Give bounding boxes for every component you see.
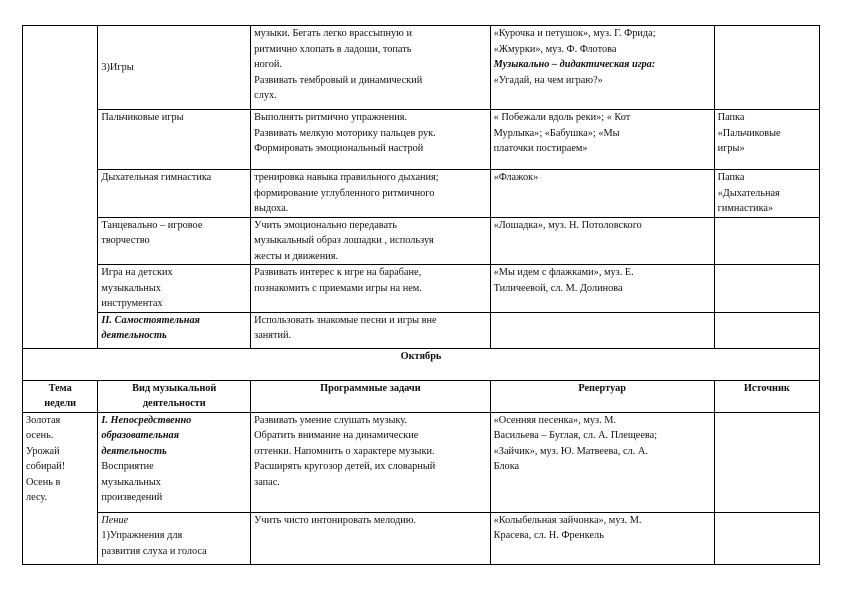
music-plan-table (22, 25, 820, 565)
activity-cell: Танцевально – игровое творчество (98, 217, 251, 265)
month-title: Октябрь (23, 348, 820, 380)
header-theme: Тема недели (23, 380, 98, 412)
repertoire-cell: «Колыбельная зайчонка», муз. М. Красева, сл. Н. Френкель (490, 512, 714, 564)
source-cell (714, 512, 819, 564)
header-row (23, 380, 820, 412)
header-repertoire: Репертуар (490, 380, 714, 412)
activity-cell: Дыхательная гимнастика (98, 170, 251, 218)
header-activity: Вид музыкальной деятельности (98, 380, 251, 412)
table-row (23, 170, 820, 218)
repertoire-cell: « Побежали вдоль реки»; « Кот Мурлыка»; «Бабушка»; «Мы платочки постираем» (490, 110, 714, 170)
activity-cell: II. Самостоятельная деятельность (98, 312, 251, 348)
source-cell: Папка «Дыхательная гимнастика» (714, 170, 819, 218)
source-cell (714, 312, 819, 348)
source-cell: Папка «Пальчиковые игры» (714, 110, 819, 170)
tasks-cell: Учить эмоционально передавать музыкальный образ лошадки , используя жесты и движения. (251, 217, 491, 265)
source-cell (714, 265, 819, 313)
tasks-cell: Развивать умение слушать музыку. Обратить внимание на динамические оттенки. Напомнить о характере музыки. Расширять кругозор детей, их словарный запас. (251, 412, 491, 512)
tasks-cell: Учить чисто интонировать мелодию. (251, 512, 491, 564)
source-cell (714, 217, 819, 265)
tasks-cell: музыки. Бегать легко врассыпную и ритмично хлопать в ладоши, топать ногой. Развивать тембровый и динамический слух. (251, 26, 491, 110)
theme-cell: Золотая осень. Урожай собирай! Осень в лесу. (23, 412, 98, 564)
repertoire-cell: «Мы идем с флажками», муз. Е. Тиличеевой, сл. М. Долинова (490, 265, 714, 313)
header-source: Источник (714, 380, 819, 412)
header-tasks: Программные задачи (251, 380, 491, 412)
repertoire-cell: «Лошадка», муз. Н. Потоловского (490, 217, 714, 265)
activity-cell: Пение 1)Упражнения для развития слуха и голоса (98, 512, 251, 564)
activity-cell: I. Непосредственно образовательная деятельность Восприятие музыкальных произведений (98, 412, 251, 512)
activity-cell: Пальчиковые игры (98, 110, 251, 170)
table-row (23, 512, 820, 564)
repertoire-cell: «Флажок» (490, 170, 714, 218)
month-row (23, 348, 820, 380)
tasks-cell: Развивать интерес к игре на барабане, познакомить с приемами игры на нем. (251, 265, 491, 313)
repertoire-cell: «Осенняя песенка», муз. М. Васильева – Буглая, сл. А. Плещеева; «Зайчик», муз. Ю. Матвеева, сл. А. Блока (490, 412, 714, 512)
table-row (23, 26, 820, 110)
tasks-cell: Использовать знакомые песни и игры вне занятий. (251, 312, 491, 348)
table-row (23, 312, 820, 348)
repertoire-cell (490, 312, 714, 348)
source-cell (714, 26, 819, 110)
theme-cell-empty (23, 26, 98, 349)
source-cell (714, 412, 819, 512)
activity-cell: 3)Игры (98, 26, 251, 110)
repertoire-cell: «Курочка и петушок», муз. Г. Фрида; «Жмурки», муз. Ф. Флотова Музыкально – дидактическая игра: «Угадай, на чем играю?» (490, 26, 714, 110)
table-row (23, 217, 820, 265)
table-row (23, 412, 820, 512)
table-row (23, 265, 820, 313)
tasks-cell: тренировка навыка правильного дыхания; формирование углубленного ритмичного выдоха. (251, 170, 491, 218)
table-row (23, 110, 820, 170)
activity-cell: Игра на детских музыкальных инструментах (98, 265, 251, 313)
tasks-cell: Выполнять ритмично упражнения. Развивать мелкую моторику пальцев рук. Формировать эмоциональный настрой (251, 110, 491, 170)
